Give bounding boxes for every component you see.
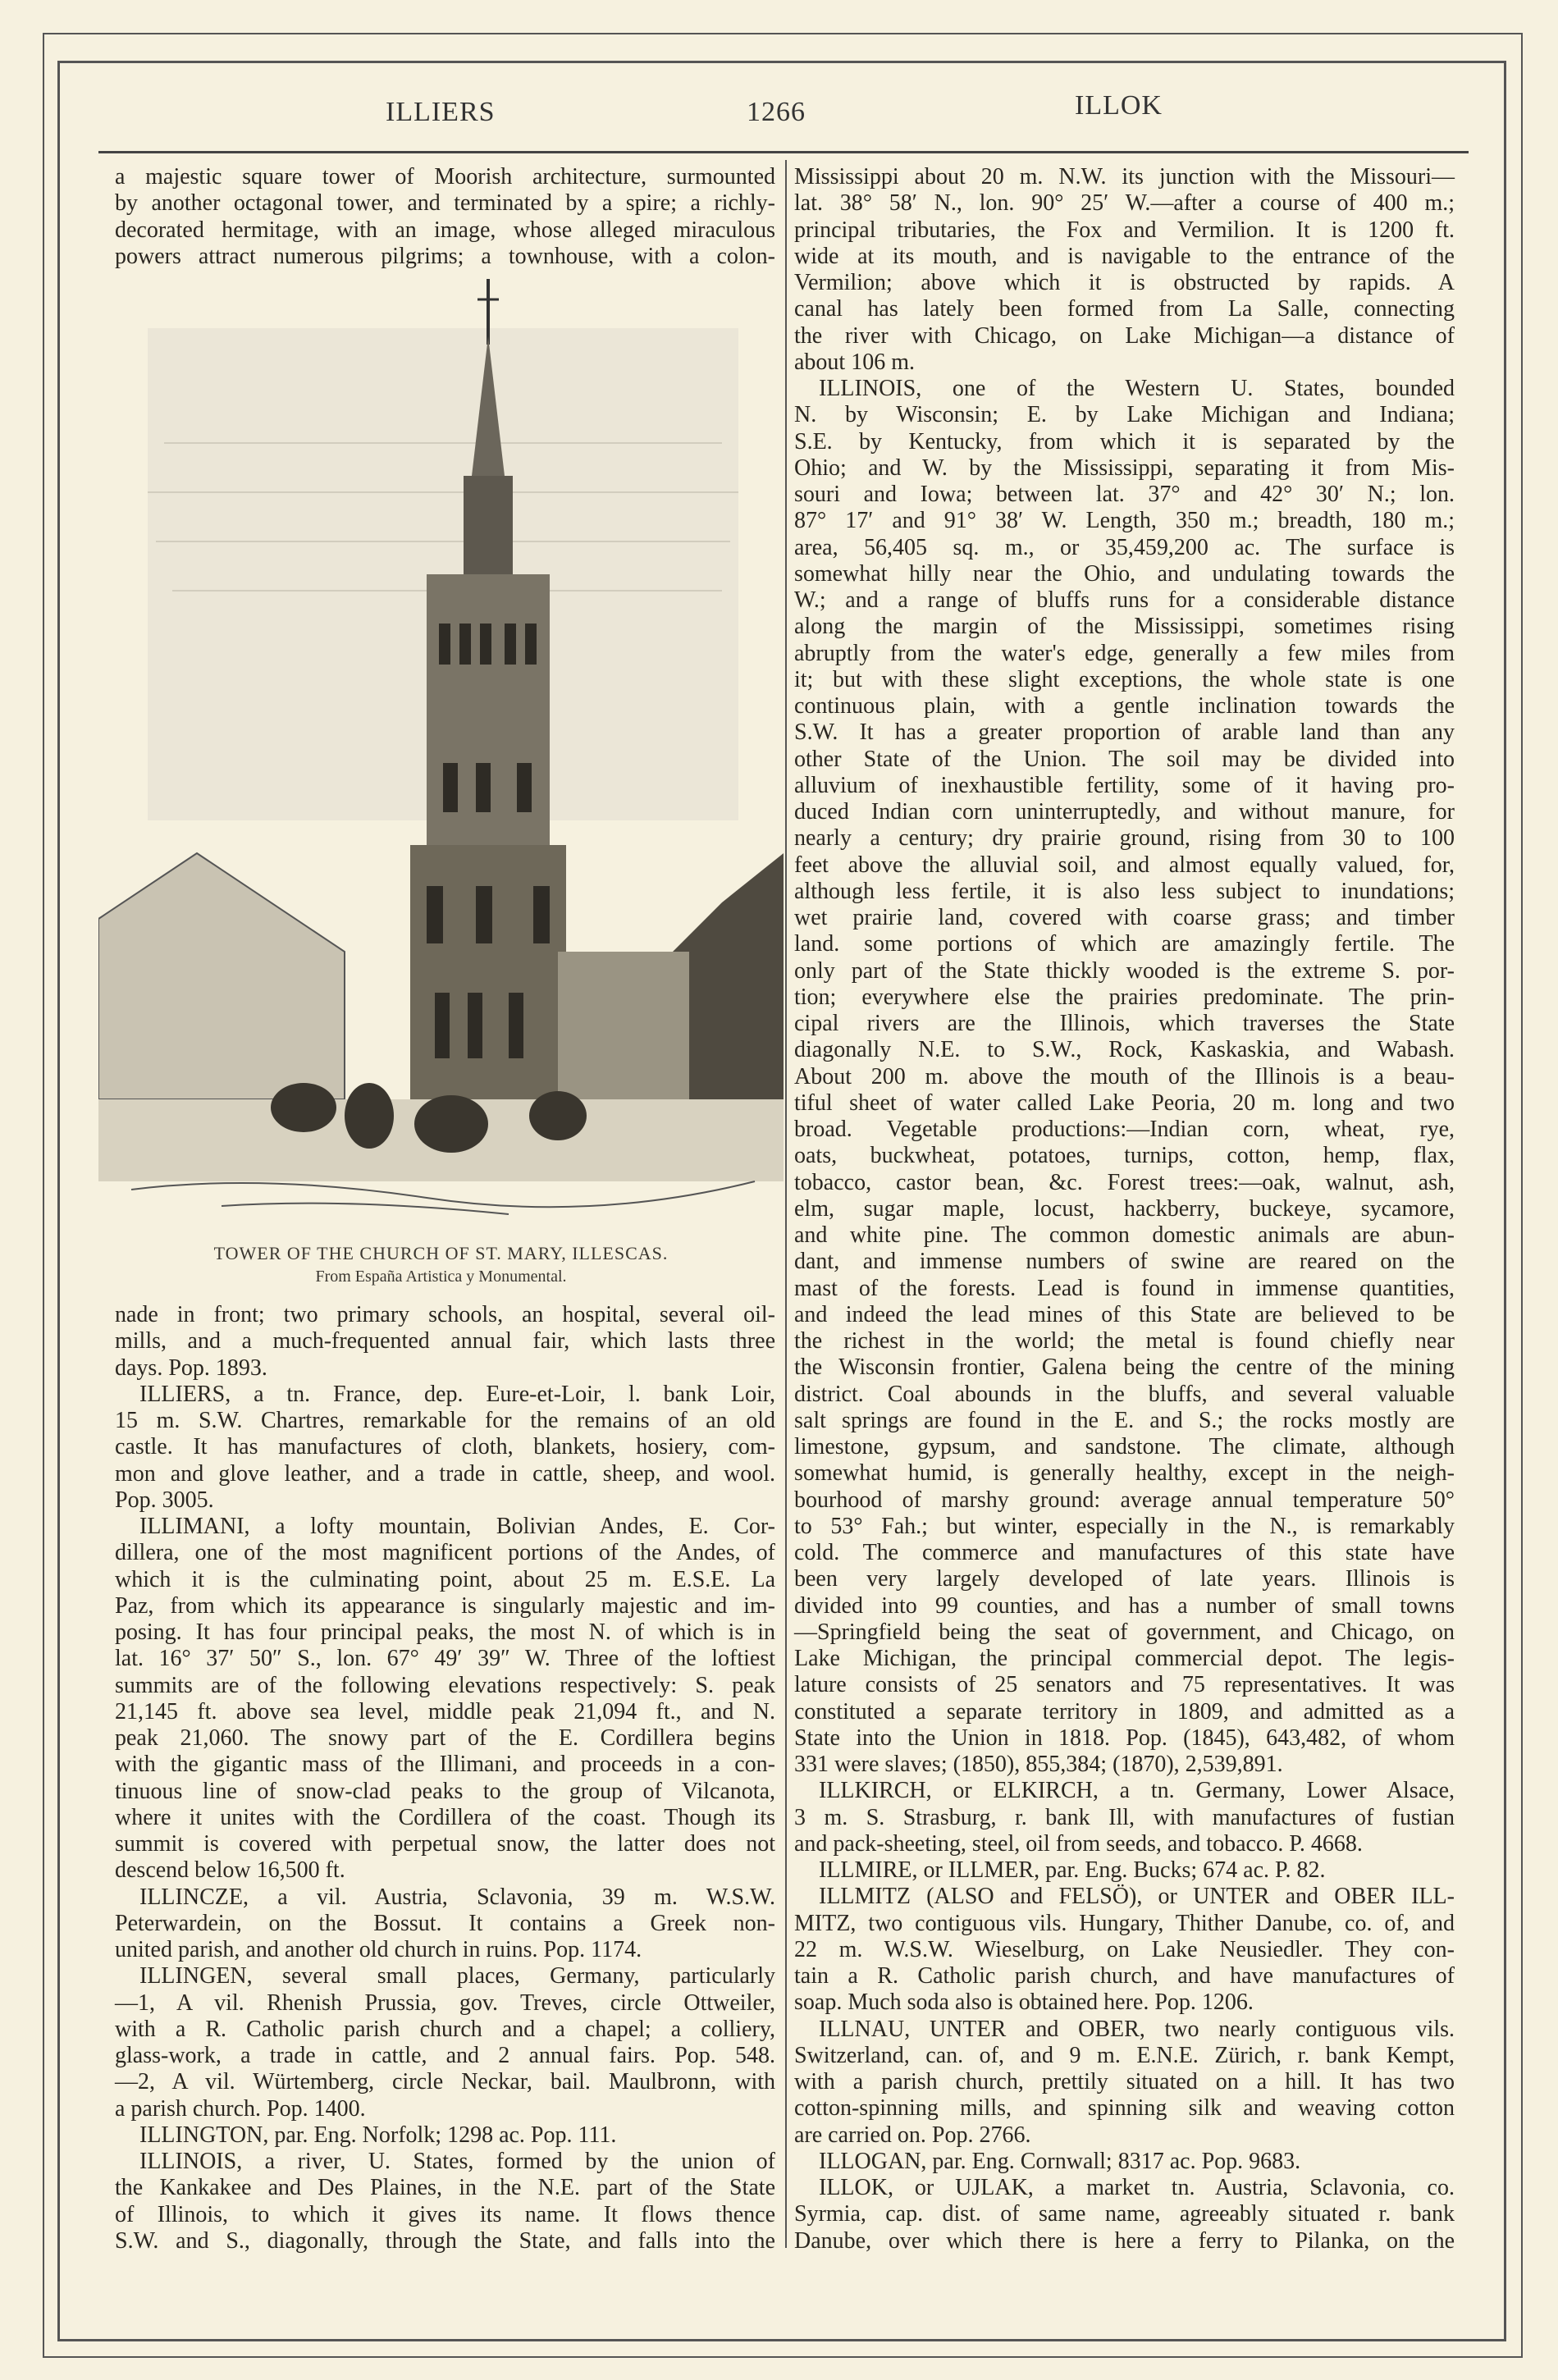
text-line: peak 21,060. The snowy part of the E. Cordillera begins — [115, 1725, 775, 1751]
text-line: salt springs are found in the E. and S.; the rocks mostly are — [794, 1407, 1455, 1433]
text-line: tiful sheet of water called Lake Peoria, 20 m. long and two — [794, 1090, 1455, 1116]
text-line: broad. Vegetable productions:—Indian corn, wheat, rye, — [794, 1117, 1455, 1142]
text-line: are carried on. Pop. 2766. — [794, 2122, 1031, 2148]
text-line: of Illinois, to which it gives its name. It flows thence — [115, 2201, 775, 2227]
figure-caption: TOWER OF THE CHURCH OF ST. MARY, ILLESCAS. — [213, 1243, 669, 1263]
text-line: land. some portions of which are amazingly fertile. The — [794, 931, 1455, 957]
text-line: Mississippi about 20 m. N.W. its junction with the Missouri— — [794, 164, 1455, 190]
engraving-tower-illescas — [98, 279, 784, 1222]
text-line: castle. It has manufactures of cloth, blankets, hosiery, com- — [115, 1434, 775, 1460]
entry-headword-line: ILLNAU, UNTER and OBER, two nearly contiguous vils. — [819, 2016, 1455, 2042]
text-line: 15 m. S.W. Chartres, remarkable for the remains of an old — [115, 1408, 775, 1433]
text-line: days. Pop. 1893. — [115, 1354, 267, 1381]
text-line: and white pine. The common domestic animals are abun- — [794, 1222, 1455, 1248]
entry-headword-line: ILLKIRCH, or ELKIRCH, a tn. Germany, Lower Alsace, — [819, 1778, 1455, 1804]
text-line: summit is covered with perpetual snow, the latter does not — [115, 1831, 775, 1857]
text-line: with the gigantic mass of the Illimani, and proceeds in a con- — [115, 1752, 775, 1778]
text-line: constituted a separate territory in 1809, and admitted as a — [794, 1698, 1455, 1724]
entry-headword-line: ILLOGAN, par. Eng. Cornwall; 8317 ac. Pop. 9683. — [819, 2148, 1301, 2174]
text-line: cold. The commerce and manufactures of this state have — [794, 1540, 1455, 1565]
text-line: S.W. and S., diagonally, through the State, and falls into the — [115, 2227, 775, 2254]
text-line: summits are of the following elevations respectively: S. peak — [115, 1672, 775, 1698]
text-line: Danube, over which there is here a ferry to Pilanka, on the — [794, 2227, 1455, 2254]
text-line: which it is the culminating point, about 25 m. E.S.E. La — [115, 1566, 775, 1592]
entry-headword-line: ILLINOIS, one of the Western U. States, bounded — [819, 376, 1455, 401]
text-line: lature consists of 25 senators and 75 representatives. It was — [794, 1672, 1455, 1698]
text-line: by another octagonal tower, and terminated by a spire; a richly- — [115, 190, 775, 217]
figure-credit: From España Artistica y Monumental. — [315, 1268, 567, 1286]
text-line: —2, A vil. Würtemberg, circle Neckar, bail. Maulbronn, with — [115, 2069, 775, 2095]
text-line: 3 m. S. Strasburg, r. bank Ill, with manufactures of fustian — [794, 1804, 1455, 1830]
entry-headword-line: ILLINGEN, several small places, Germany, particularly — [139, 1963, 775, 1989]
text-line: descend below 16,500 ft. — [115, 1857, 345, 1884]
text-line: Paz, from which its appearance is singularly majestic and im- — [115, 1592, 775, 1619]
entry-headword-line: ILLINGTON, par. Eng. Norfolk; 1298 ac. Pop. 111. — [139, 2122, 617, 2148]
text-line: been very largely developed of late years. Illinois is — [794, 1566, 1455, 1592]
text-line: cipal rivers are the Illinois, which traverses the State — [794, 1011, 1455, 1036]
text-line: and indeed the lead mines of this State are believed to be — [794, 1301, 1455, 1327]
text-line: State into the Union in 1818. Pop. (1845), 643,482, of whom — [794, 1724, 1455, 1751]
text-line: 21,145 ft. above sea level, middle peak 21,094 ft., and N. — [115, 1698, 775, 1724]
text-line: oats, buckwheat, potatoes, turnips, cotton, hemp, flax, — [794, 1143, 1455, 1169]
text-line: soap. Much soda also is obtained here. Pop. 1206. — [794, 1989, 1254, 2016]
text-line: the Wisconsin frontier, Galena being the centre of the mining — [794, 1354, 1455, 1381]
text-line: Pop. 3005. — [115, 1487, 214, 1513]
text-line: tinuous line of snow-clad peaks to the group of Vilcanota, — [115, 1778, 775, 1804]
text-line: the richest in the world; the metal is found chiefly near — [794, 1328, 1455, 1354]
text-line: —1, A vil. Rhenish Prussia, gov. Treves, circle Ottweiler, — [115, 1989, 775, 2016]
text-line: somewhat humid, is generally healthy, except in the neigh- — [794, 1460, 1455, 1487]
text-line: elm, sugar maple, locust, hackberry, buckeye, sycamore, — [794, 1195, 1455, 1222]
text-line: Peterwardein, on the Bossut. It contains a Greek non- — [115, 1910, 775, 1936]
text-line: with a R. Catholic parish church and a chapel; a colliery, — [115, 2016, 775, 2042]
entry-headword-line: ILLINCZE, a vil. Austria, Sclavonia, 39 m. W.S.W. — [139, 1884, 775, 1910]
text-line: bourhood of marshy ground: average annual temperature 50° — [794, 1487, 1455, 1513]
text-line: glass-work, a trade in cattle, and 2 annual fairs. Pop. 548. — [115, 2043, 775, 2068]
text-line: and pack-sheeting, steel, oil from seeds, and tobacco. P. 4668. — [794, 1830, 1363, 1857]
text-line: about 106 m. — [794, 349, 915, 375]
text-line: 331 were slaves; (1850), 855,384; (1870), 2,539,891. — [794, 1752, 1283, 1777]
left-column-bottom-text — [115, 1302, 775, 2254]
text-line: tain a R. Catholic parish church, and have manufactures of — [794, 1963, 1455, 1989]
left-column-top-text — [115, 164, 775, 270]
text-line: —Springfield being the seat of government, and Chicago, on — [794, 1619, 1455, 1645]
text-line: lat. 38° 58′ N., lon. 90° 25′ W.—after a course of 400 m.; — [794, 190, 1455, 217]
text-line: continuous plain, with a gentle inclination towards the — [794, 693, 1455, 719]
entry-headword-line: ILLIERS, a tn. France, dep. Eure-et-Loir, l. bank Loir, — [139, 1381, 775, 1407]
text-line: divided into 99 counties, and has a number of small towns — [794, 1592, 1455, 1619]
text-line: district. Coal abounds in the bluffs, and several valuable — [794, 1381, 1455, 1407]
text-line: where it unites with the Cordillera of the coast. Though its — [115, 1804, 775, 1830]
text-line: mast of the forests. Lead is found in immense quantities, — [794, 1275, 1455, 1301]
text-line: area, 56,405 sq. m., or 35,459,200 ac. The surface is — [794, 534, 1455, 560]
text-line: W.; and a range of bluffs runs for a considerable distance — [794, 587, 1455, 613]
text-line: with a parish church, prettily situated on a hill. It has two — [794, 2069, 1455, 2094]
text-line: canal has lately been formed from La Salle, connecting — [794, 296, 1455, 322]
text-line: nade in front; two primary schools, an hospital, several oil- — [115, 1302, 775, 1327]
entry-headword-line: ILLMITZ (ALSO and FELSÖ), or UNTER and OBER ILL- — [819, 1884, 1455, 1910]
text-line: posing. It has four principal peaks, the most N. of which is in — [115, 1619, 775, 1645]
header-rule — [98, 151, 1469, 153]
text-line: Vermilion; above which it is obstructed by rapids. A — [794, 270, 1455, 295]
right-column-text — [794, 164, 1455, 2254]
text-line: duced Indian corn uninterruptedly, and without manure, for — [794, 799, 1455, 825]
text-line: somewhat hilly near the Ohio, and undulating towards the — [794, 560, 1455, 587]
text-line: Lake Michigan, the principal commercial depot. The legis- — [794, 1646, 1455, 1671]
entry-headword-line: ILLIMANI, a lofty mountain, Bolivian Andes, E. Cor- — [139, 1514, 775, 1539]
text-line: mills, and a much-frequented annual fair, which lasts three — [115, 1328, 775, 1354]
text-line: dillera, one of the most magnificent portions of the Andes, of — [115, 1540, 775, 1566]
text-line: S.E. by Kentucky, from which it is separated by the — [794, 428, 1455, 455]
text-line: souri and Iowa; between lat. 37° and 42° 30′ N.; lon. — [794, 482, 1455, 507]
text-line: it; but with these slight exceptions, the whole state is one — [794, 666, 1455, 692]
text-line: only part of the State thickly wooded is the extreme S. por- — [794, 957, 1455, 984]
text-line: the Kankakee and Des Plaines, in the N.E. part of the State — [115, 2175, 775, 2201]
text-line: feet above the alluvial soil, and almost equally valued, for, — [794, 852, 1455, 878]
text-line: to 53° Fah.; but winter, especially in the N., is remarkably — [794, 1513, 1455, 1539]
text-line: limestone, gypsum, and sandstone. The climate, although — [794, 1434, 1455, 1460]
entry-headword-line: ILLMIRE, or ILLMER, par. Eng. Bucks; 674 ac. P. 82. — [819, 1857, 1326, 1883]
text-line: tion; everywhere else the prairies predominate. The prin- — [794, 984, 1455, 1010]
text-line: tobacco, castor bean, &c. Forest trees:—oak, walnut, ash, — [794, 1169, 1455, 1195]
text-line: although less fertile, it is also less subject to inundations; — [794, 878, 1455, 904]
text-line: a parish church. Pop. 1400. — [115, 2095, 366, 2122]
text-line: Syrmia, cap. dist. of same name, agreeably situated r. bank — [794, 2201, 1455, 2227]
text-line: mon and glove leather, and a trade in cattle, sheep, and wool. — [115, 1460, 775, 1487]
text-line: About 200 m. above the mouth of the Illinois is a beau- — [794, 1063, 1455, 1090]
text-line: along the margin of the Mississippi, sometimes rising — [794, 614, 1455, 640]
text-line: S.W. It has a greater proportion of arable land than any — [794, 719, 1455, 746]
text-line: abruptly from the water's edge, generally a few miles from — [794, 640, 1455, 666]
text-line: decorated hermitage, with an image, whose alleged miraculous — [115, 217, 775, 243]
text-line: wet prairie land, covered with coarse grass; and timber — [794, 905, 1455, 930]
text-line: united parish, and another old church in ruins. Pop. 1174. — [115, 1937, 642, 1962]
text-line: nearly a century; dry prairie ground, rising from 30 to 100 — [794, 825, 1455, 852]
running-head-left: ILLIERS — [386, 97, 496, 127]
entry-headword-line: ILLINOIS, a river, U. States, formed by the union of — [139, 2149, 775, 2174]
text-line: other State of the Union. The soil may be divided into — [794, 746, 1455, 772]
column-divider — [785, 160, 787, 2248]
entry-headword-line: ILLOK, or UJLAK, a market tn. Austria, Sclavonia, co. — [819, 2175, 1455, 2200]
text-line: 22 m. W.S.W. Wieselburg, on Lake Neusiedler. They con- — [794, 1936, 1455, 1962]
text-line: powers attract numerous pilgrims; a townhouse, with a colon- — [115, 243, 775, 269]
text-line: principal tributaries, the Fox and Vermilion. It is 1200 ft. — [794, 217, 1455, 243]
text-line: N. by Wisconsin; E. by Lake Michigan and Indiana; — [794, 402, 1455, 428]
text-line: MITZ, two contiguous vils. Hungary, Thither Danube, co. of, and — [794, 1910, 1455, 1936]
text-line: wide at its mouth, and is navigable to the entrance of the — [794, 243, 1455, 269]
text-line: 87° 17′ and 91° 38′ W. Length, 350 m.; breadth, 180 m.; — [794, 508, 1455, 534]
text-line: dant, and immense numbers of swine are reared on the — [794, 1249, 1455, 1275]
text-line: diagonally N.E. to S.W., Rock, Kaskaskia, and Wabash. — [794, 1037, 1455, 1063]
page-number: 1266 — [747, 97, 806, 127]
text-line: cotton-spinning mills, and spinning silk and weaving cotton — [794, 2095, 1455, 2122]
text-line: alluvium of inexhaustible fertility, some of it having pro- — [794, 772, 1455, 798]
text-line: the river with Chicago, on Lake Michigan—a distance of — [794, 322, 1455, 349]
text-line: a majestic square tower of Moorish architecture, surmounted — [115, 164, 775, 190]
text-line: Switzerland, can. of, and 9 m. E.N.E. Zürich, r. bank Kempt, — [794, 2042, 1455, 2068]
text-line: lat. 16° 37′ 50″ S., lon. 67° 49′ 39″ W. Three of the loftiest — [115, 1646, 775, 1672]
text-line: Ohio; and W. by the Mississippi, separating it from Mis- — [794, 455, 1455, 481]
running-head-right: ILLOK — [1075, 90, 1163, 121]
